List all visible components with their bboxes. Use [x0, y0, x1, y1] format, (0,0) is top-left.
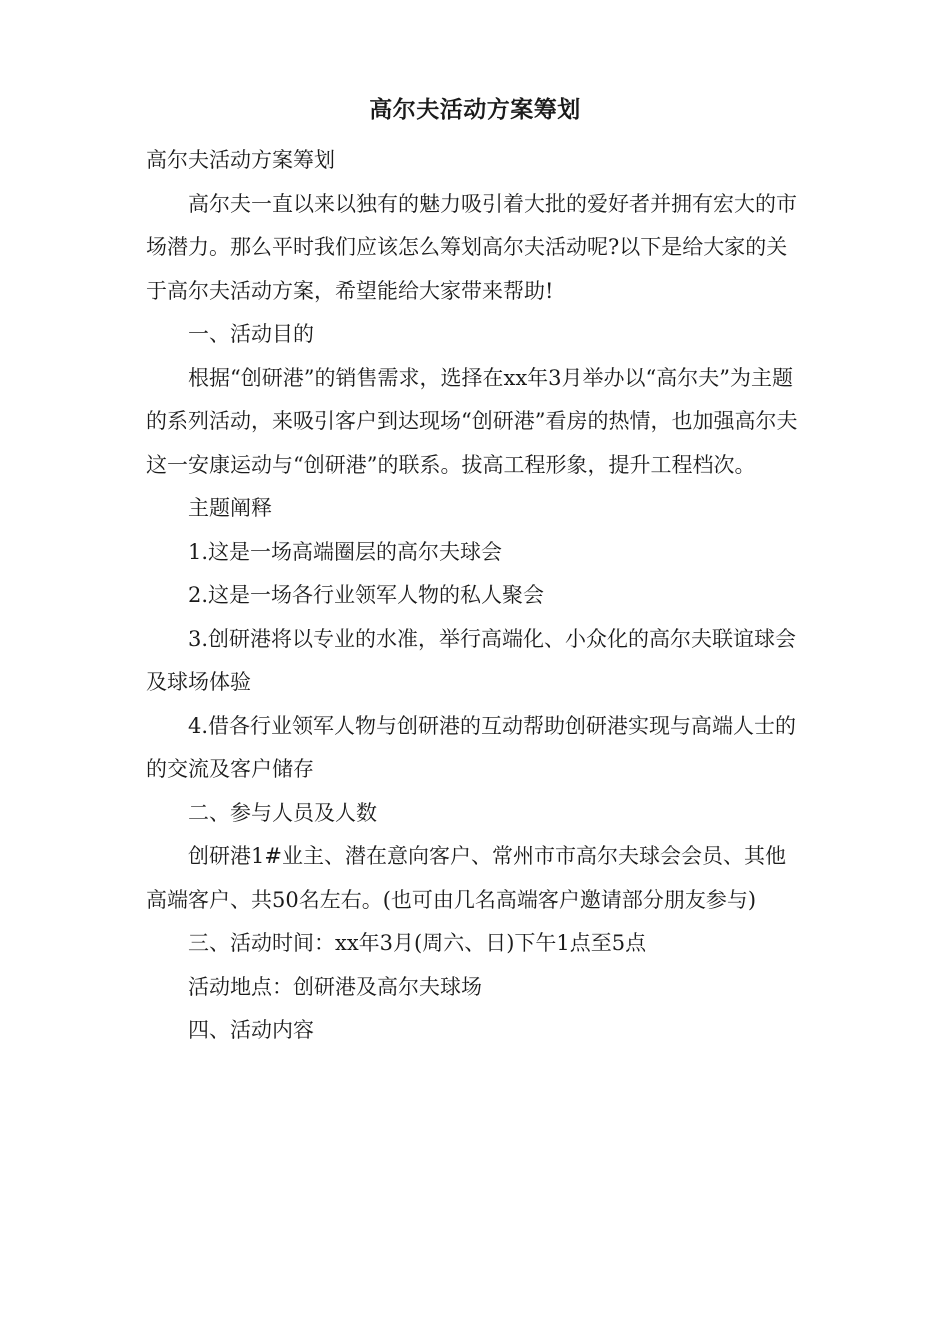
document-body	[146, 139, 806, 1053]
list-item-theme-1: 1.这是一场高端圈层的高尔夫球会	[188, 539, 503, 564]
list-item-theme-4: 4.借各行业领军人物与创研港的互动帮助创研港实现与高端人士的的交流及客户储存	[146, 713, 797, 781]
paragraph-activity-time: 三、活动时间：xx年3月(周六、日)下午1点至5点	[188, 931, 647, 955]
paragraph-activity-location: 活动地点：创研港及高尔夫球场	[188, 974, 482, 999]
list-item-theme-2: 2.这是一场各行业领军人物的私人聚会	[188, 583, 545, 607]
heading-activity-purpose: 一、活动目的	[188, 322, 314, 346]
paragraph-participants: 创研港1#业主、潜在意向客户、常州市市高尔夫球会会员、其他高端客户、共50名左右。(也可由几名高端客户邀请部分朋友参与)	[146, 844, 786, 912]
paragraph-subtitle: 高尔夫活动方案筹划	[146, 148, 335, 172]
list-item-theme-3: 3.创研港将以专业的水准，举行高端化、小众化的高尔夫联谊球会及球场体验	[146, 626, 797, 694]
heading-theme-explanation: 主题阐释	[188, 496, 272, 520]
heading-activity-content: 四、活动内容	[188, 1018, 314, 1042]
heading-participants: 二、参与人员及人数	[188, 800, 377, 825]
paragraph-intro: 高尔夫一直以来以独有的魅力吸引着大批的爱好者并拥有宏大的市场潜力。那么平时我们应该怎么筹划高尔夫活动呢?以下是给大家的关于高尔夫活动方案，希望能给大家带来帮助!	[146, 191, 797, 303]
paragraph-purpose: 根据“创研港”的销售需求，选择在xx年3月举办以“高尔夫”为主题的系列活动，来吸引客户到达现场“创研港”看房的热情，也加强高尔夫这一安康运动与“创研港”的联系。拔高工程形象，提升工程档次。	[146, 365, 798, 477]
document-title: 高尔夫活动方案筹划	[369, 96, 581, 123]
